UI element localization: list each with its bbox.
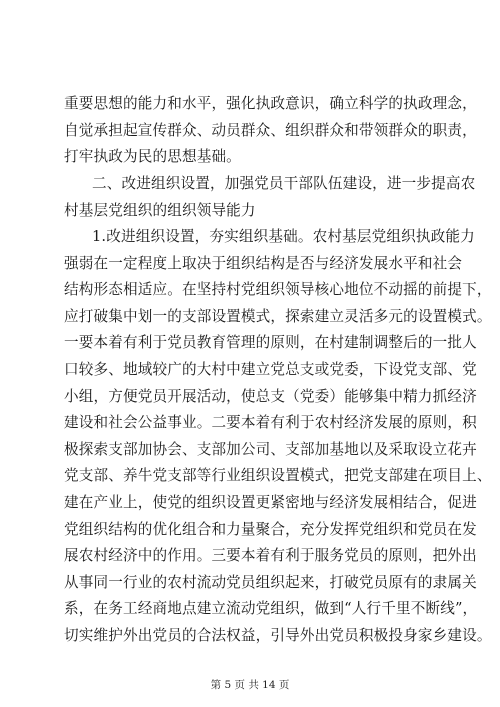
paragraph-line: 切实维护外出党员的合法权益，引导外出党员积极投身家乡建设。 xyxy=(64,626,492,644)
paragraph-line: 从事同一行业的农村流动党员组织起来，打破党员原有的隶属关 xyxy=(64,573,477,591)
paragraph-line: 应打破集中划一的支部设置模式，探索建立灵活多元的设置模式。 xyxy=(64,307,492,325)
paragraph-line: 极探索支部加协会、支部加公司、支部加基地以及采取设立花卉 xyxy=(64,440,477,458)
paragraph-line: 系，在务工经商地点建立流动党组织，做到“人行千里不断线”， xyxy=(64,600,478,618)
paragraph-line: 打牢执政为民的思想基础。 xyxy=(64,148,241,166)
heading-line: 二、改进组织设置，加强党员干部队伍建设，进一步提高农 xyxy=(92,175,476,192)
paragraph-line: 党组织结构的优化组合和力量聚合，充分发挥党组织和党员在发 xyxy=(64,520,477,538)
paragraph-organization-setup xyxy=(64,224,492,650)
paragraph-line: 建设和社会公益事业。二要本着有利于农村经济发展的原则，积 xyxy=(64,414,477,432)
paragraph-line: 口较多、地域较广的大村中建立党总支或党委，下设党支部、党 xyxy=(64,360,477,378)
paragraph-line: 展农村经济中的作用。三要本着有利于服务党员的原则，把外出 xyxy=(64,547,477,565)
page-number-footer: 第 5 页 共 14 页 xyxy=(210,679,290,691)
paragraph-line: 重要思想的能力和水平，强化执政意识，确立科学的执政理念， xyxy=(64,95,477,112)
heading-line: 村基层党组织的组织领导能力 xyxy=(64,201,256,219)
paragraph-line: 强弱在一定程度上取决于组织结构是否与经济发展水平和社会 xyxy=(64,254,463,272)
paragraph-line: 党支部、养牛党支部等行业组织设置模式，把党支部建在项目上、 xyxy=(64,467,492,485)
paragraph-line: 自觉承担起宣传群众、动员群众、组织群众和带领群众的职责， xyxy=(64,121,477,139)
section-heading xyxy=(64,171,476,224)
paragraph-line: 一要本着有利于党员教育管理的原则，在村建制调整后的一批人 xyxy=(64,334,477,352)
paragraph-line: 结构形态相适应。在坚持村党组织领导核心地位不动摇的前提下， xyxy=(64,281,492,299)
paragraph-line: 1.改进组织设置，夯实组织基础。农村基层党组织执政能力 xyxy=(92,228,475,245)
paragraph-line: 小组，方便党员开展活动，使总支（党委）能够集中精力抓经济 xyxy=(64,387,477,405)
paragraph-continuation xyxy=(64,91,477,171)
paragraph-line: 建在产业上，使党的组织设置更紧密地与经济发展相结合，促进 xyxy=(64,493,477,511)
